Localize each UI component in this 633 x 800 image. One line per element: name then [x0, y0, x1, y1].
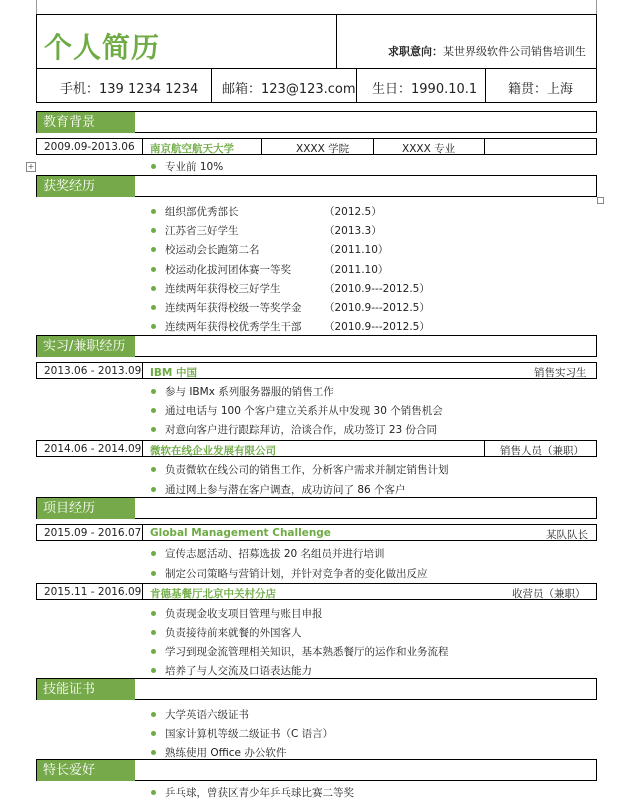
award-time: （2011.10）	[324, 264, 389, 276]
page-title: 个人简历	[44, 31, 161, 64]
bullet-icon	[151, 467, 156, 472]
skill-item: 大学英语六级证书	[165, 709, 249, 721]
bullet-icon	[151, 408, 156, 413]
bullet-icon	[151, 712, 156, 717]
project-bullet: 学习到现金流管理相关知识，基本熟悉餐厅的运作和业务流程	[165, 646, 449, 658]
bullet-icon	[151, 790, 156, 795]
bullet-icon	[151, 427, 156, 432]
bullet-icon	[151, 286, 156, 291]
margin-mark	[36, 0, 37, 14]
bullet-icon	[151, 630, 156, 635]
bullet-icon	[151, 571, 156, 576]
bullet-icon	[151, 305, 156, 310]
project-org: Global Management Challenge	[150, 527, 331, 539]
section-title-projects: 项目经历	[37, 498, 135, 519]
award-time: （2010.9---2012.5）	[324, 302, 430, 314]
project-role: 某队队长	[546, 529, 588, 541]
bullet-icon	[151, 487, 156, 492]
project-role: 收营员（兼职）	[512, 588, 586, 600]
section-title-education: 教育背景	[37, 112, 135, 133]
section-title-hobbies: 特长爱好	[37, 760, 135, 781]
award-time: （2010.9---2012.5）	[324, 321, 430, 333]
project-org: 肯德基餐厅北京中关村分店	[150, 588, 276, 600]
project-date: 2015.11 - 2016.09	[44, 586, 142, 598]
education-date: 2009.09-2013.06	[44, 141, 135, 153]
internship-bullet: 对意向客户进行跟踪拜访，洽谈合作，成功签订 23 份合同	[165, 424, 438, 436]
award-time: （2012.5）	[324, 206, 382, 218]
bullet-icon	[151, 731, 156, 736]
email: 邮箱：123@123.com	[222, 82, 356, 97]
section-title-awards: 获奖经历	[37, 176, 135, 197]
award-name: 校运动会长跑第二名	[165, 244, 260, 256]
bullet-icon	[151, 164, 156, 169]
skill-item: 国家计算机等级二级证书（C 语言）	[165, 728, 334, 740]
hometown: 籍贯：上海	[508, 82, 574, 97]
bullet-icon	[151, 247, 156, 252]
award-name: 江苏省三好学生	[165, 225, 239, 237]
internship-role: 销售实习生	[534, 367, 587, 379]
internship-org: IBM 中国	[150, 367, 198, 379]
award-name: 校运动化拔河团体赛一等奖	[165, 264, 291, 276]
award-name: 连续两年获得校级一等奖学金	[165, 302, 302, 314]
section-title-skills: 技能证书	[37, 679, 135, 700]
internship-role: 销售人员（兼职）	[500, 445, 584, 457]
bullet-icon	[151, 611, 156, 616]
bullet-icon	[151, 209, 156, 214]
bullet-icon	[151, 551, 156, 556]
internship-bullet: 通过网上参与潜在客户调查，成功访问了 86 个客户	[165, 484, 406, 496]
hobby-item: 乒乓球，曾获区青少年乒乓球比赛二等奖	[165, 787, 354, 799]
project-bullet: 负责现金收支项目管理与账目申报	[165, 608, 323, 620]
project-date: 2015.09 - 2016.07	[44, 527, 142, 539]
birthday: 生日：1990.10.1	[372, 82, 478, 97]
section-title-internship: 实习/兼职经历	[37, 336, 135, 357]
award-time: （2011.10）	[324, 244, 389, 256]
education-school: 南京航空航天大学	[150, 143, 234, 155]
project-bullet: 制定公司策略与营销计划，并针对竞争者的变化做出反应	[165, 568, 428, 580]
bullet-icon	[151, 750, 156, 755]
objective-label: 求职意向：	[388, 45, 443, 58]
bullet-icon	[151, 228, 156, 233]
table-move-handle-icon[interactable]: +	[27, 162, 35, 171]
award-name: 连续两年获得校三好学生	[165, 283, 281, 295]
bullet-icon	[151, 324, 156, 329]
project-bullet: 负责接待前来就餐的外国客人	[165, 627, 302, 639]
skill-item: 熟练使用 Office 办公软件	[165, 747, 287, 759]
internship-org: 微软在线企业发展有限公司	[150, 445, 276, 457]
bullet-icon	[151, 649, 156, 654]
internship-date: 2014.06 - 2014.09	[44, 443, 142, 455]
bullet-icon	[151, 668, 156, 673]
education-major: XXXX 专业	[402, 143, 456, 155]
bullet-icon	[151, 267, 156, 272]
internship-bullet: 负责微软在线公司的销售工作，分析客户需求并制定销售计划	[165, 464, 449, 476]
project-bullet: 培养了与人交流及口语表达能力	[165, 665, 312, 677]
job-objective	[388, 43, 586, 59]
margin-mark	[596, 0, 597, 14]
resize-handle-icon[interactable]	[597, 197, 604, 204]
internship-bullet: 通过电话与 100 个客户建立关系并从中发现 30 个销售机会	[165, 405, 443, 417]
award-time: （2010.9---2012.5）	[324, 283, 430, 295]
award-name: 组织部优秀部长	[165, 206, 239, 218]
award-time: （2013.3）	[324, 225, 382, 237]
phone: 手机：139 1234 1234	[60, 82, 199, 97]
education-bullet: 专业前 10%	[165, 161, 224, 173]
education-college: XXXX 学院	[296, 143, 350, 155]
internship-bullet: 参与 IBMx 系列服务器服的销售工作	[165, 386, 334, 398]
objective-value: 某世界级软件公司销售培训生	[443, 45, 586, 58]
project-bullet: 宣传志愿活动、招募选拔 20 名组员并进行培训	[165, 548, 385, 560]
bullet-icon	[151, 389, 156, 394]
award-name: 连续两年获得校优秀学生干部	[165, 321, 302, 333]
internship-date: 2013.06 - 2013.09	[44, 365, 142, 377]
